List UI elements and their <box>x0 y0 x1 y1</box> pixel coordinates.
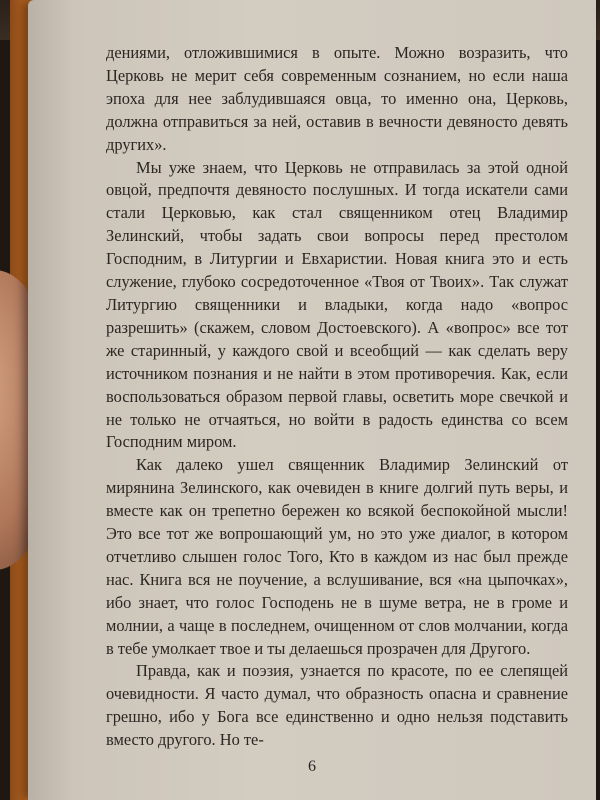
paragraph: Правда, как и поэзия, узнается по красоте, по ее слепящей очевидности. Я часто думал, что образность опасна и сравнение грешно, ибо у Бога все единственно и одно нельзя подставить вместо другого. Но те- <box>106 661 568 750</box>
paragraph: Мы уже знаем, что Церковь не отправилась за этой одной овцой, предпочтя девяносто послушных. И тогда искатели сами стали Церковью, как стал священником отец Владимир Зелинский, чтобы задать свои вопросы перед престолом Господним, в Литургии и Евхаристии. Новая книга это и есть служение, глубоко сосредоточенное «Твоя от Твоих». Так служат Литургию священники и владыки, когда надо «вопрос разрешить» (скажем, словом Достоевского). А «вопрос» все тот же старинный, у каждого свой и всеобщий — как сделать веру источником познания и не найти в этом противоречия. Как, если воспользоваться образом первой главы, осветить море свечкой и не только не отчаяться, но войти в радость единства со всем Господним миром. <box>106 157 568 452</box>
book-page <box>28 0 596 800</box>
paragraph: дениями, отложившимися в опыте. Можно возразить, что Церковь не мерит себя современным сознанием, но если наша эпоха для нее заблудившаяся овца, то именно она, Церковь, должна отправиться за ней, оставив в вечности девяносто девять других». <box>106 43 568 154</box>
paragraph: Как далеко ушел священник Владимир Зелинский от мирянина Зелинского, как очевиден в книге долгий путь веры, и вместе как он трепетно бережен ко всякой беспокойной мысли! Это все тот же вопрошающий ум, но это уже диалог, в котором отчетливо слышен голос Того, Кто в каждом из нас был прежде нас. Книга вся не поучение, а вслушивание, вся «на цыпочках», ибо знает, что голос Господень не в шуме ветра, не в громе и молнии, а чаще в последнем, очищенном от слов молчании, когда в тебе умолкает твое и ты делаешься прозрачен для Другого. <box>106 455 568 658</box>
page-body <box>106 42 568 752</box>
page-number: 6 <box>308 758 316 775</box>
